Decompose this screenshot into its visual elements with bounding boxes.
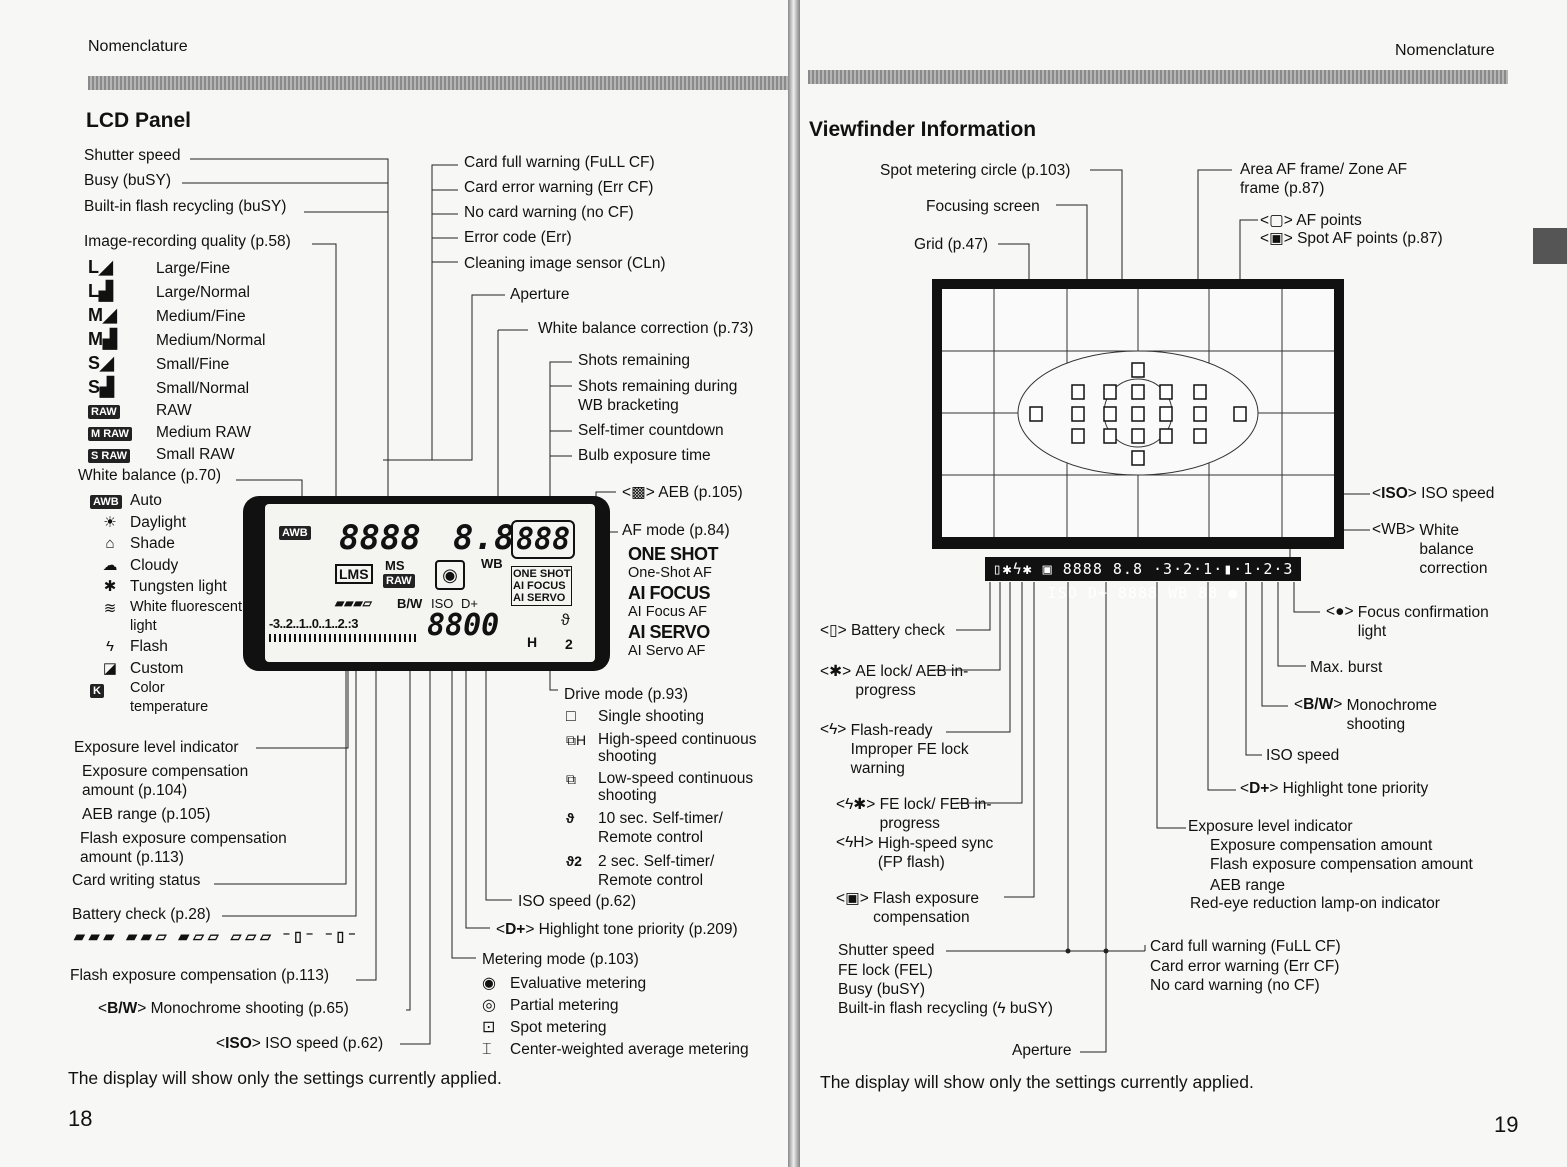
low-speed-icon: ⧉ [566, 771, 576, 787]
area-af-label: Area AF frame/ Zone AF frame (p.87) [1240, 161, 1408, 197]
timer-10-icon: ϑ [566, 810, 575, 826]
builtin-flash-label: Built-in flash recycling (ϟ buSY) [838, 1000, 1053, 1017]
lcd-metering-icon: ◉ [435, 560, 465, 590]
right-header: Nomenclature [1395, 42, 1495, 59]
iso-speed-label: ISO speed [1266, 747, 1340, 764]
busy-label: Busy (buSY) [838, 981, 926, 998]
card-full-label: Card full warning (FuLL CF) [464, 154, 655, 171]
flash-exp-amount-label: Flash exposure compensation amount [1210, 856, 1473, 873]
wb-list [90, 490, 250, 717]
bulb-label: Bulb exposure time [578, 447, 711, 464]
wb-desc: Tungsten light [130, 578, 227, 596]
viewfinder-illustration [932, 279, 1344, 549]
aeb-icon: ▩ [631, 484, 646, 501]
focusing-screen-label: Focusing screen [926, 198, 1040, 215]
flash-comp-label: Flash exposure compensation (p.113) [70, 967, 330, 984]
wb-desc: Custom [130, 659, 184, 677]
metering-label: Metering mode (p.103) [482, 951, 639, 968]
quality-icon: S◢ [88, 353, 114, 373]
custom-icon: ◪ [102, 659, 118, 677]
spot-af-label: <▣> Spot AF points (p.87) [1260, 230, 1443, 247]
iso-tag-label: <ISO> ISO speed (p.62) [216, 1035, 384, 1052]
fluorescent-icon: ≋ [103, 599, 117, 617]
lcd-ai-focus: AI FOCUS [513, 580, 566, 592]
quality-desc: Large/Fine [156, 260, 231, 277]
card-error-label: Card error warning (Err CF) [464, 179, 654, 196]
right-page [800, 0, 1567, 1167]
viewfinder-grid [942, 289, 1334, 537]
sraw-icon: S RAW [88, 449, 130, 463]
side-tab [1533, 228, 1567, 264]
flash-ready-label: <ϟ> Flash-ready Improper FE lock warning [820, 721, 969, 777]
quality-icon: L▟ [88, 281, 113, 301]
battery-check-label: <▯> Battery check [820, 622, 945, 639]
fe-lock-label: <ϟ✱> FE lock/ FEB in-progress [836, 796, 992, 832]
af-mode-one-shot-desc: One-Shot AF [628, 565, 712, 581]
shots-remaining-label: Shots remaining [578, 352, 691, 369]
quality-desc: Medium RAW [156, 424, 252, 441]
wb-correction-label: <WB> White balance correction [1372, 521, 1488, 577]
evaluative-icon: ◉ [482, 975, 496, 992]
error-code-label: Error code (Err) [464, 229, 572, 246]
lcd-aperture-digits: 8.8 [453, 518, 515, 558]
highlight-label: <D+> Highlight tone priority [1240, 780, 1429, 797]
timer-2-icon: ϑ2 [566, 853, 582, 869]
raw-icon: RAW [88, 405, 120, 419]
quality-label: Image-recording quality (p.58) [84, 233, 291, 250]
left-footer-note: The display will show only the settings currently applied. [68, 1068, 502, 1088]
aeb-label: <▩> AEB (p.105) [622, 484, 743, 501]
hs-sync-label: <ϟH> High-speed sync (FP flash) [836, 834, 994, 871]
no-card-label: No card warning (no CF) [464, 204, 634, 221]
iso-tag-label: <ISO> ISO speed [1372, 485, 1495, 502]
quality-desc: Small/Normal [156, 380, 250, 397]
wb-label: White balance (p.70) [78, 467, 222, 484]
fe-lock-icon: ϟ✱ [845, 796, 867, 813]
flash-recycling-label: Built-in flash recycling (buSY) [84, 198, 287, 215]
quality-desc: Large/Normal [156, 284, 250, 301]
lcd-awb-icon: AWB [279, 526, 311, 540]
flash-comp-icon: ▣ [845, 890, 860, 907]
drive-desc: 2 sec. Self-timer/ Remote control [598, 853, 715, 889]
metering-desc: Partial metering [510, 997, 619, 1014]
quality-icon: M▟ [88, 329, 117, 349]
focus-confirm-label: <●> Focus confirmation light [1326, 603, 1489, 640]
lcd-iso-digits: 8800 [427, 608, 500, 643]
drive-mode-label: Drive mode (p.93) [564, 686, 689, 703]
flash-comp-label: <▣> Flash exposure compensation [836, 890, 980, 926]
focus-dot-icon: ● [1335, 603, 1345, 620]
wb-desc: Color temperature [130, 680, 209, 716]
shade-icon: ⌂ [105, 535, 115, 553]
flash-ready-icon: ϟ [829, 721, 838, 738]
quality-desc: Medium/Fine [156, 308, 246, 325]
metering-desc: Evaluative metering [510, 975, 647, 992]
card-full-label: Card full warning (FuLL CF) [1150, 938, 1341, 955]
lcd-screen [265, 504, 595, 662]
quality-icon: L◢ [88, 257, 113, 277]
busy-label: Busy (buSY) [84, 172, 172, 189]
right-page-number: 19 [1494, 1112, 1519, 1137]
lcd-iso: ISO [431, 596, 454, 611]
wb-desc: Auto [130, 492, 162, 509]
metering-list [482, 973, 749, 1061]
cleaning-label: Cleaning image sensor (CLn) [464, 255, 666, 272]
wb-desc: Flash [130, 637, 168, 655]
exposure-level-label: Exposure level indicator [1188, 818, 1353, 835]
af-mode-one-shot: ONE SHOT [628, 544, 719, 564]
lcd-h: H [527, 634, 538, 650]
hs-sync-icon: ϟH [845, 834, 865, 851]
wb-desc: White fluorescent light [130, 598, 243, 634]
af-mode-ai-servo: AI SERVO [628, 622, 710, 642]
lcd-bw: B/W [397, 596, 423, 611]
lcd-ms: MS [385, 558, 405, 573]
shots-remaining-wb-label: Shots remaining during WB bracketing [578, 378, 738, 414]
self-timer-label: Self-timer countdown [578, 422, 724, 439]
lcd-af-modes [511, 566, 572, 606]
viewfinder-title: Viewfinder Information [809, 118, 1037, 141]
quality-desc: RAW [156, 402, 192, 419]
spot-af-icon: ▣ [1269, 230, 1284, 247]
monochrome-label: <B/W> Monochrome shooting [1294, 696, 1438, 733]
right-header-bar [808, 70, 1508, 84]
drive-desc: Low-speed continuous shooting [598, 770, 754, 804]
af-point-icon: ▢ [1269, 212, 1284, 229]
grid-label: Grid (p.47) [914, 236, 989, 253]
lcd-timer-icon: ϑ [561, 612, 570, 629]
viewfinder-info-strip: ▯✱ϟ✱ ▣ 8888 8.8 ·3·2·1·▮·1·2·3 ISO D+ 8888 WB 88 ● [985, 557, 1301, 581]
shutter-speed-label: Shutter speed [84, 147, 181, 164]
exposure-comp-label: Exposure compensation amount (p.104) [82, 763, 249, 799]
left-header: Nomenclature [88, 38, 188, 55]
lcd-dplus: D+ [461, 596, 478, 611]
af-mode-label: AF mode (p.84) [622, 522, 730, 539]
lcd-panel-title: LCD Panel [86, 109, 192, 132]
quality-icon: M◢ [88, 305, 117, 325]
af-mode-list [628, 544, 718, 659]
center-weighted-icon: ⌶ [482, 1041, 492, 1058]
awb-icon: AWB [90, 495, 122, 509]
quality-desc: Small/Fine [156, 356, 230, 373]
spot-circle-label: Spot metering circle (p.103) [880, 162, 1071, 179]
cloudy-icon: ☁ [102, 556, 118, 574]
dplus-label: <D+> Highlight tone priority (p.209) [496, 921, 738, 938]
ae-lock-label: <✱> AE lock/ AEB in-progress [820, 663, 969, 699]
lcd-scale-ticks [269, 634, 419, 642]
af-mode-ai-servo-desc: AI Servo AF [628, 643, 706, 659]
aperture-label: Aperture [510, 286, 570, 303]
lcd-exposure-scale: -3..2..1..0..1..2.:3 [269, 616, 358, 631]
flash-icon: ϟ [106, 637, 114, 655]
drive-desc: Single shooting [598, 708, 704, 725]
lcd-battery-icon: ▰▰▰▱ [335, 596, 372, 610]
wb-desc: Shade [130, 535, 175, 553]
flash-exp-amount-label: Flash exposure compensation amount (p.113) [80, 830, 287, 866]
partial-icon: ◎ [482, 997, 496, 1014]
single-shot-icon: □ [566, 708, 576, 725]
mraw-icon: M RAW [88, 427, 132, 441]
af-mode-ai-focus-desc: AI Focus AF [628, 604, 707, 620]
lcd-raw: RAW [383, 574, 415, 588]
af-points-label: <▢> AF points [1260, 212, 1362, 229]
max-burst-label: Max. burst [1310, 659, 1383, 676]
aeb-range-label: AEB range (p.105) [82, 806, 211, 823]
exposure-level-label: Exposure level indicator [74, 739, 239, 756]
quality-desc: Medium/Normal [156, 332, 266, 349]
lcd-lms: LMS [335, 564, 373, 584]
wb-correction-label: White balance correction (p.73) [538, 320, 754, 337]
viewfinder-screen [942, 289, 1334, 537]
shutter-speed-label: Shutter speed [838, 942, 935, 959]
lcd-two: 2 [565, 636, 573, 652]
lcd-panel-illustration [243, 496, 610, 671]
wb-desc: Cloudy [130, 556, 179, 574]
high-speed-icon: ⧉H [566, 732, 587, 748]
lcd-shutter-digits: 8888 [339, 518, 421, 558]
metering-desc: Spot metering [510, 1019, 607, 1036]
lcd-wb: WB [481, 556, 503, 571]
battery-icon: ▯ [829, 622, 838, 639]
right-footer-note: The display will show only the settings currently applied. [820, 1072, 1254, 1092]
tungsten-icon: ✱ [103, 578, 117, 596]
lcd-one-shot: ONE SHOT [513, 568, 571, 580]
wb-icon: WB [1381, 521, 1407, 538]
card-writing-label: Card writing status [72, 872, 201, 889]
aeb-range-label: AEB range [1210, 877, 1285, 894]
spot-icon: ⊡ [482, 1019, 496, 1036]
exposure-comp-label: Exposure compensation amount [1210, 837, 1433, 854]
fel-label: FE lock (FEL) [838, 962, 933, 979]
kelvin-icon: K [90, 684, 104, 698]
af-mode-ai-focus: AI FOCUS [628, 583, 711, 603]
drive-list [566, 708, 773, 890]
wb-desc: Daylight [130, 513, 186, 531]
metering-desc: Center-weighted average metering [510, 1041, 749, 1058]
no-card-label: No card warning (no CF) [1150, 977, 1320, 994]
iso-speed-label: ISO speed (p.62) [518, 893, 637, 910]
quality-list [88, 256, 265, 466]
red-eye-label: Red-eye reduction lamp-on indicator [1190, 895, 1440, 912]
left-header-bar [88, 76, 788, 90]
lcd-shots-digits: 888 [511, 520, 575, 559]
quality-desc: Small RAW [156, 446, 235, 463]
card-error-label: Card error warning (Err CF) [1150, 958, 1340, 975]
aperture-label: Aperture [1012, 1042, 1072, 1059]
battery-check-label: Battery check (p.28) [72, 906, 211, 923]
lcd-ai-servo: AI SERVO [513, 592, 566, 604]
bw-label: <B/W> Monochrome shooting (p.65) [98, 1000, 349, 1017]
battery-levels-icon: ▰▰▰ ▰▰▱ ▰▱▱ ▱▱▱ ⁻▯⁻ ⁻▯⁻ [74, 928, 360, 944]
quality-icon: S▟ [88, 377, 114, 397]
drive-desc: High-speed continuous shooting [598, 731, 757, 765]
ae-lock-icon: ✱ [829, 663, 843, 680]
left-page-number: 18 [68, 1106, 93, 1131]
drive-desc: 10 sec. Self-timer/ Remote control [598, 810, 723, 846]
daylight-icon: ☀ [103, 513, 117, 531]
